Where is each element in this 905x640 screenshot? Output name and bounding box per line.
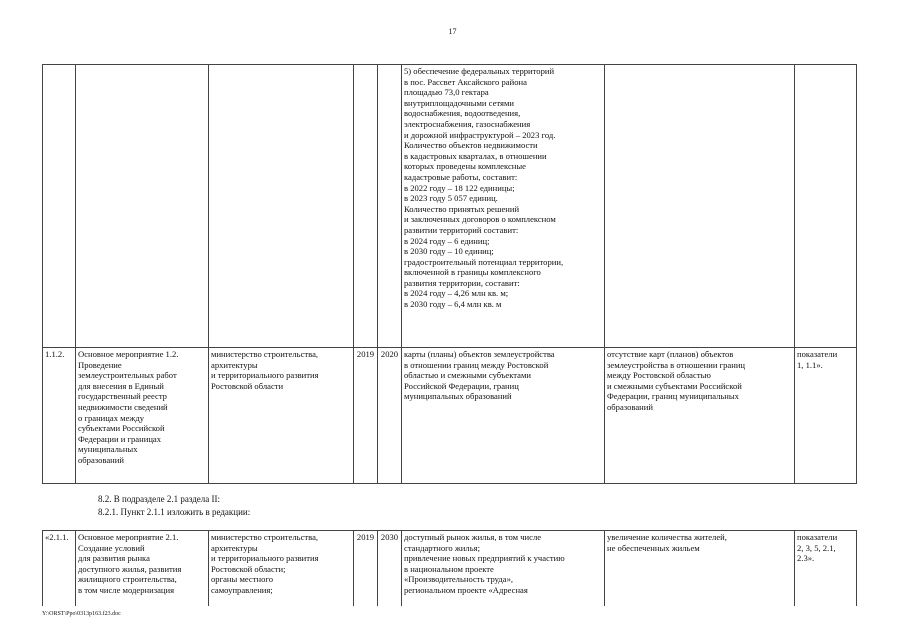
- cell-name: [76, 65, 209, 348]
- cell-indicators: 5) обеспечение федеральных территорий в пос. Рассвет Аксайского района площадью 73,0 гектара внутриплощадочными сетями водоснабжения, водоотведения, электроснабжения, газоснабжения и дорожной инфраструктурой – 2023 год. Количество объектов недвижимости в кадастровых кварталах, в отношении которых проведены комплексные кадастровые работы, составит: в 2022 году – 18 122 единицы; в 2023 году 5 057 единиц. Количество принятых решений и заключенных договоров о комплексном развитии территорий составит: в 2024 году – 6 единиц; в 2030 году – 10 единиц; градостроительный потенциал территории, включенной в границы комплексного развития территории, составит: в 2024 году – 4,26 млн кв. м; в 2030 году – 6,4 млн кв. м: [402, 65, 605, 348]
- cell-link: [795, 65, 857, 348]
- cell-executor: [209, 65, 354, 348]
- page-number: 17: [448, 27, 457, 36]
- cell-num: [43, 65, 76, 348]
- cell-end: [378, 65, 402, 348]
- cell-end: 2030: [378, 531, 402, 611]
- page-bottom-mask: [0, 606, 905, 640]
- paragraph-8-2: 8.2. В подразделе 2.1 раздела II:: [98, 494, 221, 504]
- table-row-2-1-1: [43, 531, 857, 611]
- footer-file-path: Y:\ORST\Ppo\0313p163.f23.doc: [42, 611, 121, 617]
- cell-result: карты (планы) объектов землеустройства в отношении границ между Ростовской областью и смежными субъектами Российской Федерации, границ муниципальных образований: [402, 348, 605, 484]
- cell-executor: министерство строительства, архитектуры и территориального развития Ростовской области; органы местного самоуправления;: [209, 531, 354, 611]
- cell-result: доступный рынок жилья, в том числе стандартного жилья; привлечение новых предприятий к участию в национальном проекте «Производительность труда», региональном проекте «Адресная: [402, 531, 605, 611]
- paragraph-8-2-1: 8.2.1. Пункт 2.1.1 изложить в редакции:: [98, 507, 251, 517]
- cell-start: [354, 65, 378, 348]
- cell-executor: министерство строительства, архитектуры и территориального развития Ростовской области: [209, 348, 354, 484]
- cell-consequence: [605, 65, 795, 348]
- cell-name: Основное мероприятие 2.1. Создание условий для развития рынка доступного жилья, развития жилищного строительства, в том числе модернизация: [76, 531, 209, 611]
- cell-start: 2019: [354, 348, 378, 484]
- cell-name: Основное мероприятие 1.2. Проведение землеустроительных работ для внесения в Единый государственный реестр недвижимости сведений о границах между субъектами Российской Федерации и границах муниципальных образований: [76, 348, 209, 484]
- table-row-continuation: [43, 65, 857, 348]
- cell-num: 1.1.2.: [43, 348, 76, 484]
- table-row-1-1-2: [43, 348, 857, 484]
- cell-link: показатели 1, 1.1».: [795, 348, 857, 484]
- cell-start: 2019: [354, 531, 378, 611]
- cell-consequence: отсутствие карт (планов) объектов землеустройства в отношении границ между Ростовской областью и смежными субъектами Российской Федерации, границ муниципальных образований: [605, 348, 795, 484]
- cell-link: показатели 2, 3, 5, 2.1, 2.3».: [795, 531, 857, 611]
- measures-table-new: [42, 530, 857, 611]
- cell-end: 2020: [378, 348, 402, 484]
- cell-consequence: увеличение количества жителей, не обеспеченных жильем: [605, 531, 795, 611]
- measures-table-continued: [42, 64, 857, 484]
- cell-num: «2.1.1.: [43, 531, 76, 611]
